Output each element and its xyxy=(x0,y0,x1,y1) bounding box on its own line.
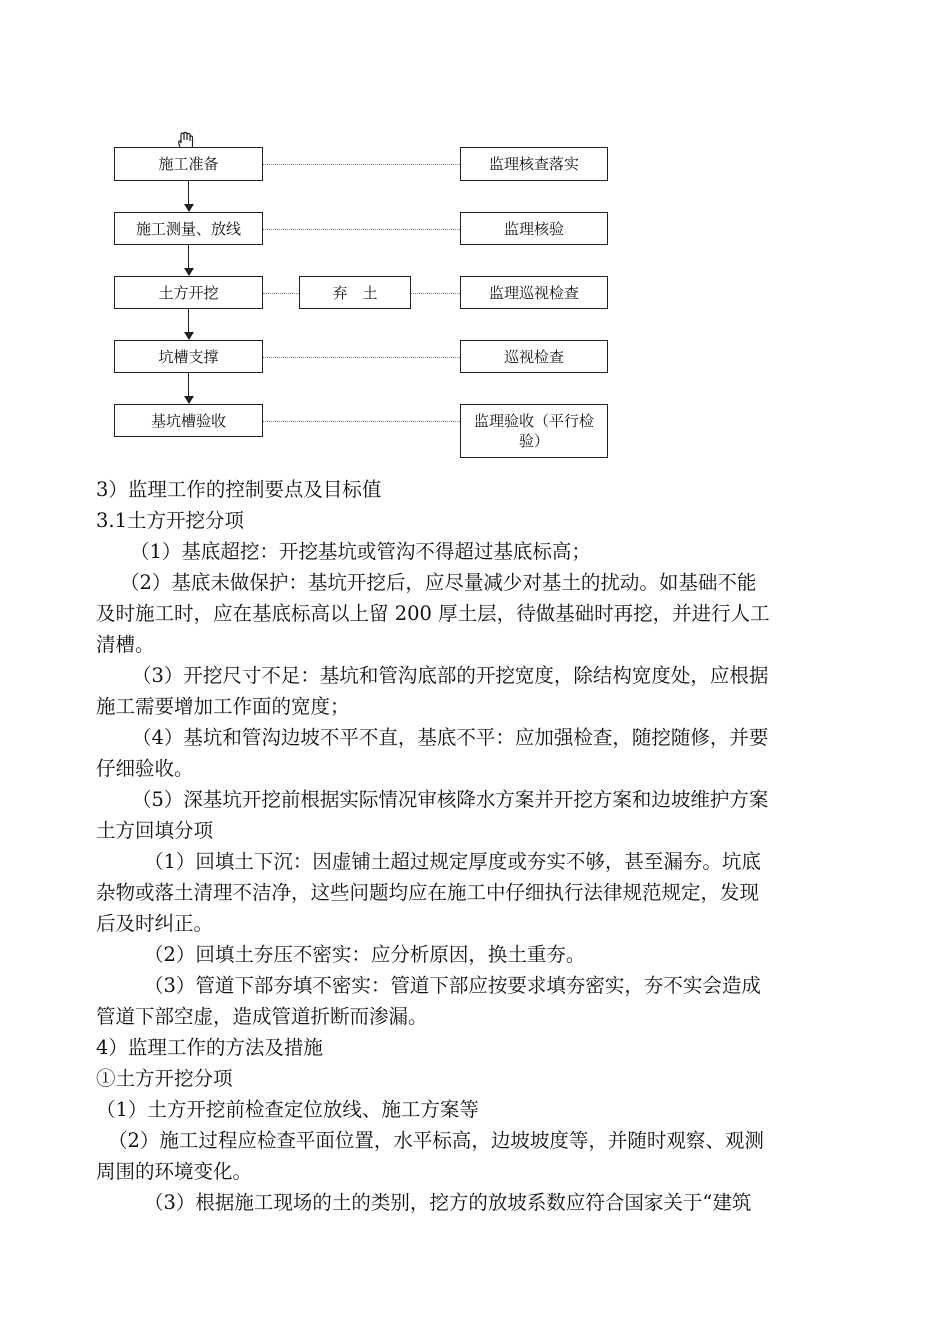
flow-box-waste-soil: 弃 土 xyxy=(299,276,411,309)
arrow-down-icon xyxy=(184,204,194,212)
dotted-connector xyxy=(411,293,460,294)
section-heading-methods: 4）监理工作的方法及措施 xyxy=(96,1036,323,1059)
paragraph: 仔细验收。 xyxy=(96,757,194,780)
flow-box-earth-excavation: 土方开挖 xyxy=(114,276,263,309)
paragraph: （2）回填土夯压不密实：应分析原因，换土重夯。 xyxy=(144,943,586,966)
flow-box-pit-acceptance: 基坑槽验收 xyxy=(114,404,263,437)
paragraph: （1）土方开挖前检查定位放线、施工方案等 xyxy=(96,1098,479,1121)
paragraph: 管道下部空虚，造成管道折断而渗漏。 xyxy=(96,1005,428,1028)
paragraph: （1）回填土下沉：因虚铺土超过规定厚度或夯实不够，甚至漏夯。坑底 xyxy=(144,850,761,873)
arrow-down-icon xyxy=(184,332,194,340)
flow-box-supervision-verify: 监理核查落实 xyxy=(460,147,608,181)
paragraph: 周围的环境变化。 xyxy=(96,1160,253,1183)
dotted-connector xyxy=(263,229,460,230)
arrow-down-icon xyxy=(184,396,194,404)
flow-box-construction-prep: 施工准备 xyxy=(114,147,263,181)
paragraph: 杂物或落土清理不洁净，这些问题均应在施工中仔细执行法律规范规定，发现 xyxy=(96,881,760,904)
dotted-connector xyxy=(263,421,460,422)
paragraph: （1）基底超挖：开挖基坑或管沟不得超过基底标高； xyxy=(130,540,591,563)
flow-box-patrol-check: 巡视检查 xyxy=(460,340,608,373)
flow-box-supervision-patrol: 监理巡视检查 xyxy=(460,276,608,309)
dotted-connector xyxy=(263,357,460,358)
dotted-connector xyxy=(263,293,299,294)
paragraph: （3）开挖尺寸不足：基坑和管沟底部的开挖宽度，除结构宽度处，应根据 xyxy=(132,664,769,687)
flow-box-supervision-check: 监理核验 xyxy=(460,212,608,245)
flow-arrow-line xyxy=(188,245,189,268)
paragraph: 及时施工时，应在基底标高以上留 200 厚土层，待做基础时再挖，并进行人工 xyxy=(96,602,770,625)
paragraph: 后及时纠正。 xyxy=(96,912,214,935)
flowchart xyxy=(0,0,950,470)
paragraph: （3）根据施工现场的土的类别，挖方的放坡系数应符合国家关于“建筑 xyxy=(144,1191,752,1214)
flow-box-acceptance-line2: 验） xyxy=(518,432,549,450)
flow-box-survey-layout: 施工测量、放线 xyxy=(114,212,263,245)
paragraph: （4）基坑和管沟边坡不平不直，基底不平：应加强检查，随挖随修，并要 xyxy=(132,726,769,749)
paragraph: （2）基底未做保护：基坑开挖后，应尽量减少对基土的扰动。如基础不能 xyxy=(120,571,757,594)
paragraph: 施工需要增加工作面的宽度； xyxy=(96,695,350,718)
subsection-heading-excavation-methods: ①土方开挖分项 xyxy=(96,1067,233,1090)
flow-arrow-line xyxy=(188,373,189,396)
paragraph: （5）深基坑开挖前根据实际情况审核降水方案并开挖方案和边坡维护方案 xyxy=(132,788,769,811)
flow-box-trench-support: 坑槽支撑 xyxy=(114,340,263,373)
subsection-heading-excavation: 3.1土方开挖分项 xyxy=(96,509,245,532)
flow-arrow-line xyxy=(188,181,189,204)
section-heading-control-points: 3）监理工作的控制要点及目标值 xyxy=(96,478,382,501)
dotted-connector xyxy=(263,164,460,165)
arrow-down-icon xyxy=(184,268,194,276)
flow-box-acceptance-line1: 监理验收（平行检 xyxy=(473,412,594,430)
paragraph: （2）施工过程应检查平面位置，水平标高，边坡坡度等，并随时观察、观测 xyxy=(108,1129,764,1152)
paragraph: （3）管道下部夯填不密实：管道下部应按要求填夯密实，夯不实会造成 xyxy=(144,974,761,997)
flow-box-supervision-acceptance xyxy=(460,404,608,458)
flow-arrow-line xyxy=(188,309,189,332)
subsection-heading-backfill: 土方回填分项 xyxy=(96,819,214,842)
document-body xyxy=(96,474,866,1218)
paragraph: 清槽。 xyxy=(96,633,155,656)
